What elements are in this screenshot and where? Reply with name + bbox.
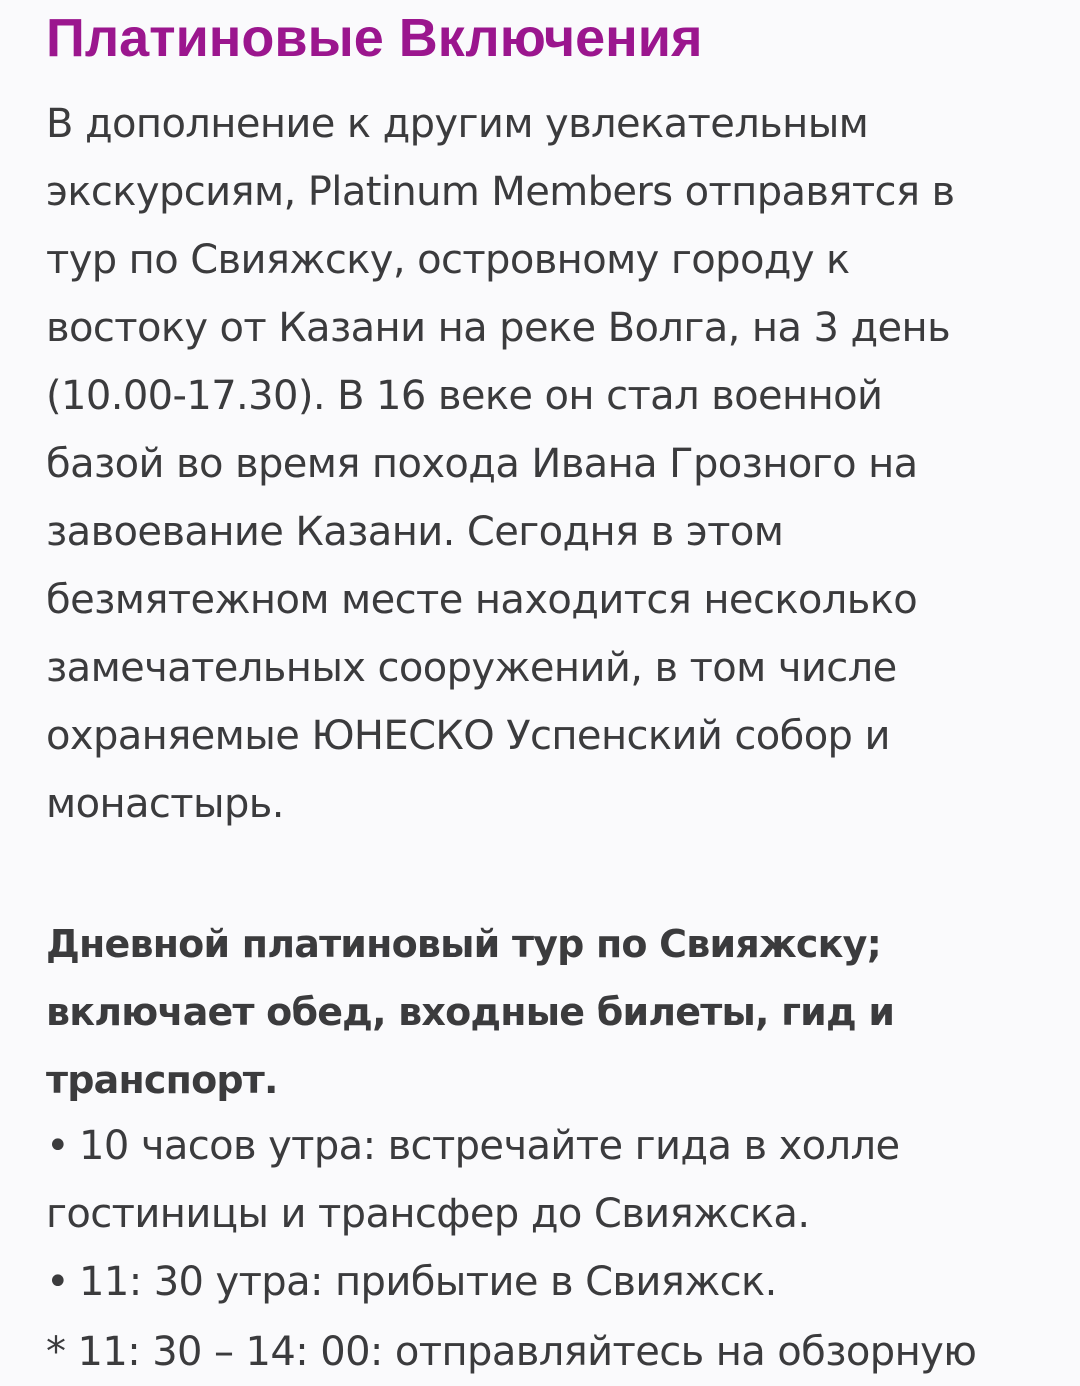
schedule-text: 10 часов утра: встречайте гида в холле (79, 1123, 900, 1169)
intro-line: безмятежном месте находится несколько (46, 577, 918, 623)
cutoff-line: * 11: 30 – 14: 00: отправляйтесь на обзорную (46, 1329, 977, 1375)
intro-line: монастырь. (46, 781, 284, 827)
schedule-line (46, 1112, 1056, 1180)
bullet-icon: • (46, 1123, 69, 1169)
schedule-text: 11: 30 утра: прибытие в Свияжск. (79, 1259, 777, 1305)
intro-line: тур по Свияжску, островному городу к (46, 237, 850, 283)
intro-line: востоку от Казани на реке Волга, на 3 день (46, 305, 951, 351)
intro-line: (10.00-17.30). В 16 веке он стал военной (46, 373, 883, 419)
intro-paragraph (46, 90, 1046, 838)
tour-title-line: Дневной платиновый тур по Свияжску; (46, 922, 882, 966)
schedule-line: гостиницы и трансфер до Свияжска. (46, 1191, 810, 1237)
schedule-line (46, 1248, 1056, 1316)
tour-title-line: транспорт. (46, 1058, 278, 1102)
list-item (46, 1112, 1056, 1248)
tour-title (46, 910, 1046, 1114)
intro-line: экскурсиям, Platinum Members отправятся в (46, 169, 955, 215)
bullet-icon: • (46, 1259, 69, 1305)
schedule-list (46, 1112, 1056, 1316)
intro-line: В дополнение к другим увлекательным (46, 101, 869, 147)
tour-title-line: включает обед, входные билеты, гид и (46, 990, 895, 1034)
intro-line: базой во время похода Ивана Грозного на (46, 441, 918, 487)
page-title: Платиновые Включения (46, 8, 703, 68)
list-item (46, 1248, 1056, 1316)
intro-line: завоевание Казани. Сегодня в этом (46, 509, 784, 555)
intro-line: замечательных сооружений, в том числе (46, 645, 897, 691)
intro-line: охраняемые ЮНЕСКО Успенский собор и (46, 713, 890, 759)
